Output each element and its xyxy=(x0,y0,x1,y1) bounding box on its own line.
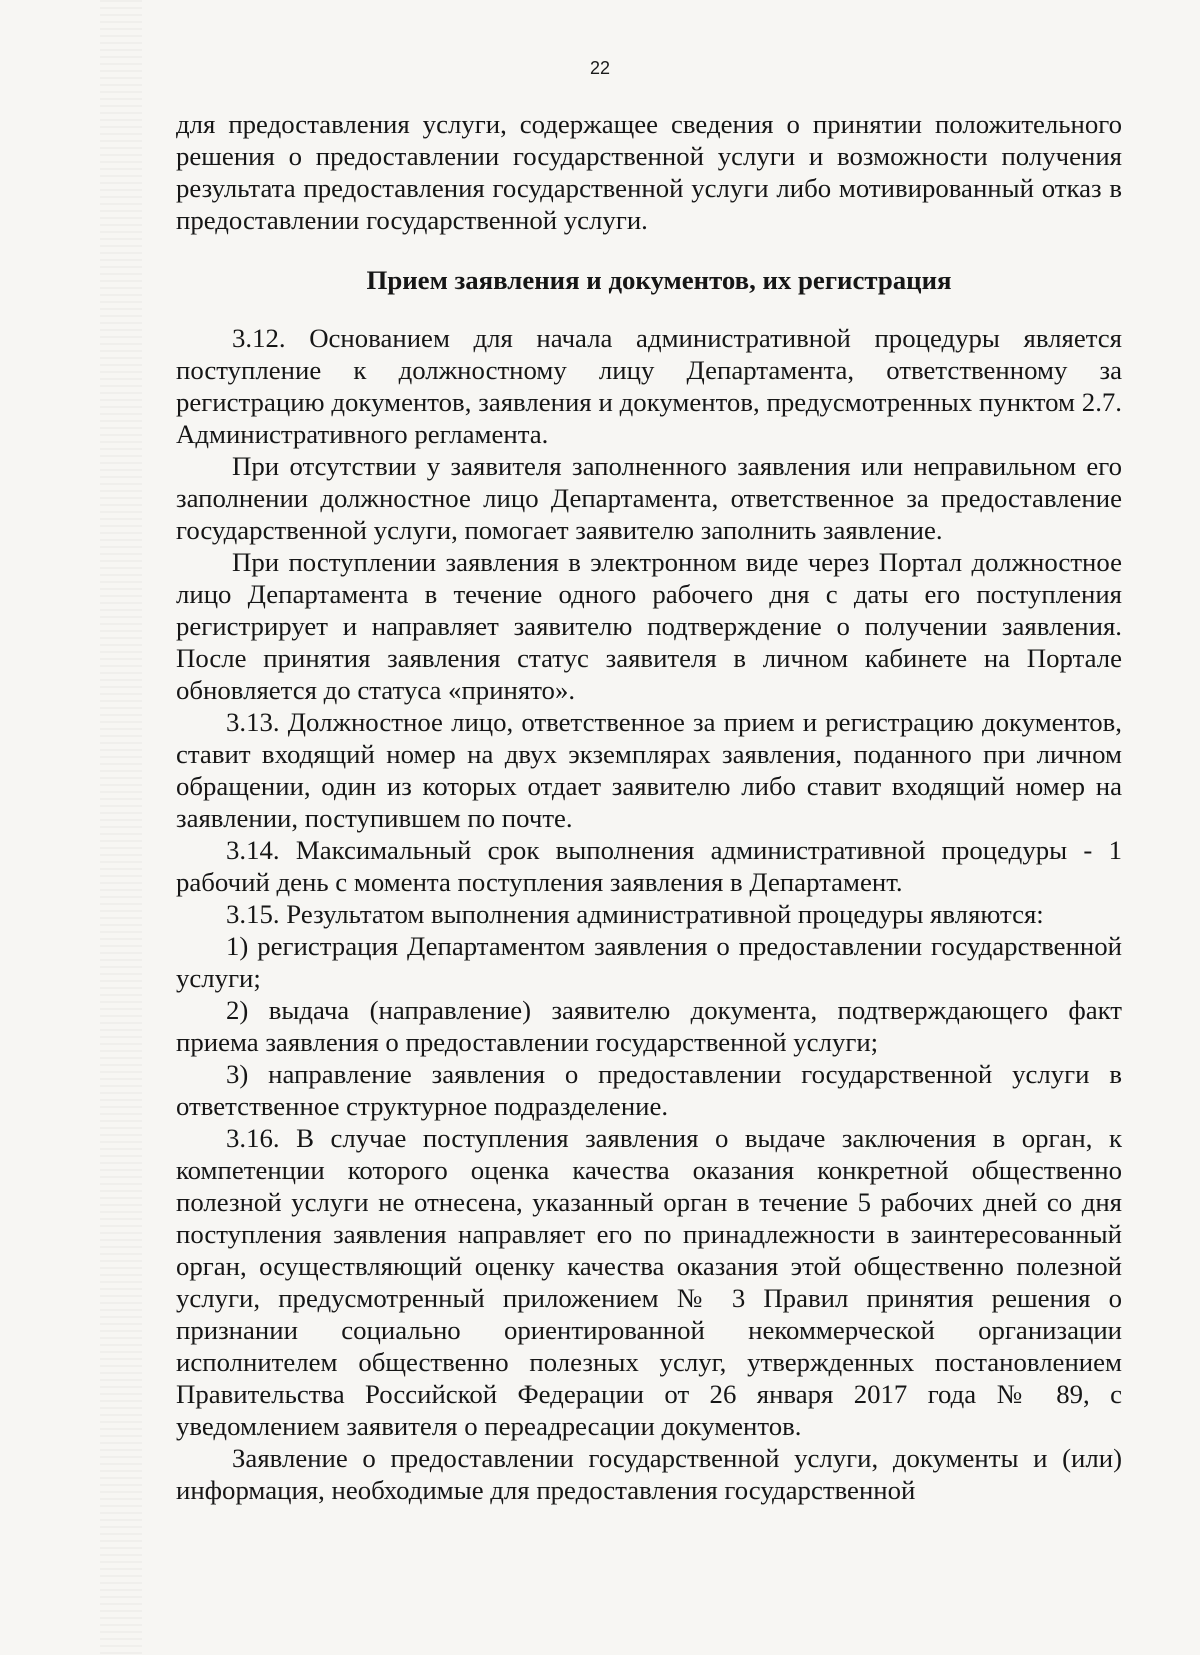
paragraph-3-16: 3.16. В случае поступления заявления о выдаче заключения в орган, к компетенции которого оценка качества оказания конкретной общественно полезной услуги не отнесена, указанный орган в течение 5 рабочих дней со дня поступления заявления направляет его по принадлежности в заинтересованный орган, осуществляющий оценку качества оказания этой общественно полезной услуги, предусмотренный приложением № 3 Правил принятия решения о признании социально ориентированной некоммерческой организации исполнителем общественно полезных услуг, утвержденных постановлением Правительства Российской Федерации от 26 января 2017 года № 89, с уведомлением заявителя о переадресации документов. xyxy=(176,1123,1122,1441)
scan-edge-artifact xyxy=(100,0,142,1655)
paragraph-continuation: для предоставления услуги, содержащее сведения о принятии положительного решения о предоставлении государственной услуги и возможности получения результата предоставления государственной услуги либо мотивированный отказ в предоставлении государственной услуги. xyxy=(176,109,1122,235)
paragraph-3-15: 3.15. Результатом выполнения административной процедуры являются: xyxy=(226,899,1044,929)
section-heading: Прием заявления и документов, их регистрация xyxy=(366,265,952,295)
paragraph-3-13: 3.13. Должностное лицо, ответственное за прием и регистрацию документов, ставит входящий номер на двух экземплярах заявления, поданного при личном обращении, один из которых отдает заявителю либо ставит входящий номер на заявлении, поступившем по почте. xyxy=(176,707,1122,833)
list-item-1: 1) регистрация Департаментом заявления о предоставлении государственной услуги; xyxy=(176,931,1122,993)
document-body xyxy=(176,108,1122,1506)
list-item-3: 3) направление заявления о предоставлении государственной услуги в ответственное структурное подразделение. xyxy=(176,1059,1122,1121)
paragraph-electronic-submission: При поступлении заявления в электронном виде через Портал должностное лицо Департамента в течение одного рабочего дня с даты его поступления регистрирует и направляет заявителю подтверждение о получении заявления. После принятия заявления статус заявителя в личном кабинете на Портале обновляется до статуса «принято». xyxy=(176,547,1122,705)
paragraph-3-14: 3.14. Максимальный срок выполнения административной процедуры - 1 рабочий день с момента поступления заявления в Департамент. xyxy=(176,835,1122,897)
paragraph-3-12: 3.12. Основанием для начала административной процедуры является поступление к должностному лицу Департамента, ответственному за регистрацию документов, заявления и документов, предусмотренных пунктом 2.7. Административного регламента. xyxy=(176,323,1122,449)
list-item-2: 2) выдача (направление) заявителю документа, подтверждающего факт приема заявления о предоставлении государственной услуги; xyxy=(176,995,1122,1057)
paragraph-absence-of-application: При отсутствии у заявителя заполненного заявления или неправильном его заполнении должностное лицо Департамента, ответственное за предоставление государственной услуги, помогает заявителю заполнить заявление. xyxy=(176,451,1122,545)
paragraph-application-documents: Заявление о предоставлении государственной услуги, документы и (или) информация, необходимые для предоставления государственной xyxy=(176,1443,1122,1505)
page-number: 22 xyxy=(589,58,611,78)
